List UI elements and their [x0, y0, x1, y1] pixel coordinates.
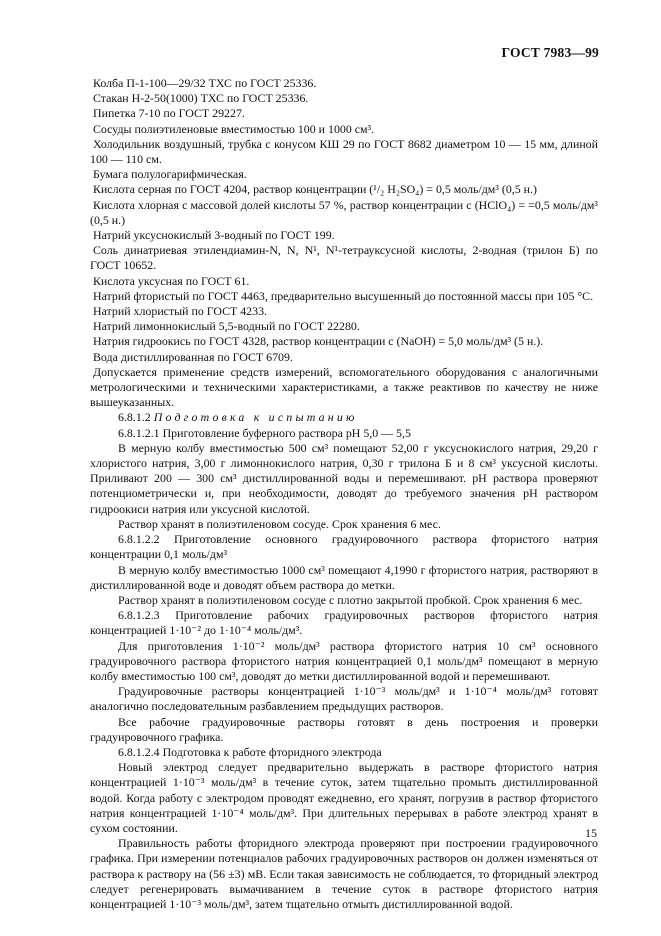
reagent-line: Натрий лимоннокислый 5,5-водный по ГОСТ 22280. — [93, 319, 360, 334]
equipment-line: Пипетка 7-10 по ГОСТ 29227. — [93, 106, 245, 121]
paragraph: Градуировочные растворы концентрацией 1·10⁻³ моль/дм³ и 1·10⁻⁴ моль/дм³ готовят аналогично последовательным разбавлением предыдущих растворов. — [90, 684, 598, 714]
paragraph: Для приготовления 1·10⁻² моль/дм³ раствора фтористого натрия 10 см³ основного градуировочного раствора фтористого натрия концентрацией 0,1 моль/дм³ помещают в мерную колбу вместимостью 100 см³, доводят до метки дистиллированной водой и перемешивают. — [90, 638, 598, 683]
reagent-line: Натрий хлористый по ГОСТ 4233. — [93, 304, 267, 319]
equipment-line: Сосуды полиэтиленовые вместимостью 100 и 1000 см³. — [93, 121, 375, 136]
reagent-line: Кислота серная по ГОСТ 4204, раствор концентрации (¹/₂ H₂SO₄) = 0,5 моль/дм³ (0,5 н.) — [93, 182, 537, 197]
equipment-line: Бумага полулогарифмическая. — [93, 167, 247, 182]
paragraph: Все рабочие градуировочные растворы готовят в день построения и проверки градуировочного графика. — [90, 714, 598, 744]
reagent-line: Соль динатриевая этилендиамин-N, N, N¹, N¹-тетрауксусной кислоты, 2-водная (трилон Б) по ГОСТ 10652. — [90, 243, 598, 273]
paragraph: Раствор хранят в полиэтиленовом сосуде с плотно закрытой пробкой. Срок хранения 6 мес. — [118, 592, 583, 607]
equipment-line: Стакан Н-2-50(1000) ТХС по ГОСТ 25336. — [93, 91, 309, 106]
equipment-line: Холодильник воздушный, трубка с конусом КШ 29 по ГОСТ 8682 диаметром 10 — 15 мм, длиной 100 — 110 см. — [90, 136, 598, 167]
paragraph: Правильность работы фторидного электрода проверяют при построении градуировочного графика. При измерении потенциалов рабочих градуировочных растворов он должен изменяться от раствора к раствору на (56 ±3) мВ. Если такая зависимость не соблюдается, то фторидный электрод следует регенерировать вымачиванием в течение суток в растворе фтористого натрия концентрацией 1·10⁻³ моль/дм³, затем тщательно отмыть дистиллированной водой. — [90, 836, 598, 911]
standard-code-header: ГОСТ 7983—99 — [501, 45, 599, 60]
reagent-line: Кислота уксусная по ГОСТ 61. — [93, 273, 250, 288]
page-number: 15 — [585, 826, 597, 840]
reagent-line: Вода дистиллированная по ГОСТ 6709. — [93, 349, 293, 364]
substitution-note: Допускается применение средств измерений, вспомогательного оборудования с аналогичными метрологическими и техническими характеристиками, а также реактивов по качеству не ниже вышеуказанных. — [90, 364, 598, 410]
paragraph: В мерную колбу вместимостью 1000 см³ помещают 4,1990 г фтористого натрия, растворяют в дистиллированной воде и доводят объем раствора до метки. — [90, 562, 598, 592]
paragraph: Новый электрод следует предварительно выдержать в растворе фтористого натрия концентрацией 1·10⁻³ моль/дм³ в течение суток, затем тщательно промыть дистиллированной водой. Когда работу с электродом проводят ежедневно, его хранят, погрузив в раствор фтористого натрия концентрацией 1·10⁻⁴ моль/дм³. При длительных перерывах в работе электрод хранят в сухом состоянии. — [90, 760, 598, 835]
subsection-heading: 6.8.1.2.4 Подготовка к работе фторидного электрода — [118, 744, 382, 759]
subsection-heading: 6.8.1.2.2 Приготовление основного градуировочного раствора фтористого натрия концентрации 0,1 моль/дм³ — [90, 532, 598, 562]
reagent-line: Кислота хлорная с массовой долей кислоты 57 %, раствор концентрации c (HClO₄) = =0,5 моль/дм³ (0,5 н.) — [90, 197, 598, 227]
subsection-heading: 6.8.1.2.1 Приготовление буферного раствора pH 5,0 — 5,5 — [118, 425, 411, 440]
section-title: Подготовка к испытанию — [153, 410, 358, 425]
equipment-line: Колба П-1-100—29/32 ТХС по ГОСТ 25336. — [93, 76, 317, 90]
document-body — [90, 76, 598, 912]
reagent-line: Натрия гидроокись по ГОСТ 4328, раствор концентрации c (NaOH) = 5,0 моль/дм³ (5 н.). — [93, 334, 544, 349]
section-heading — [90, 410, 598, 425]
reagent-line: Натрий уксуснокислый 3-водный по ГОСТ 199. — [93, 228, 335, 243]
paragraph: В мерную колбу вместимостью 500 см³ помещают 52,00 г уксуснокислого натрия, 29,20 г хлористого натрия, 3,00 г лимоннокислого натрия, 0,30 г трилона Б и 8 см³ уксусной кислоты. Приливают 200 — 300 см³ дистиллированной воды и перемешивают. pH раствора проверяют потенциометрически и, при необходимости, доводят до требуемого значения pH раствором гидроокиси натрия или уксусной кислотой. — [90, 440, 598, 516]
section-number: 6.8.1.2 — [118, 410, 151, 425]
paragraph: Раствор хранят в полиэтиленовом сосуде. Срок хранения 6 мес. — [118, 516, 441, 531]
reagent-line: Натрий фтористый по ГОСТ 4463, предварительно высушенный до постоянной массы при 105 °С. — [93, 288, 594, 303]
subsection-heading: 6.8.1.2.3 Приготовление рабочих градуировочных растворов фтористого натрия концентрацией 1·10⁻² до 1·10⁻⁴ моль/дм³. — [90, 608, 598, 638]
